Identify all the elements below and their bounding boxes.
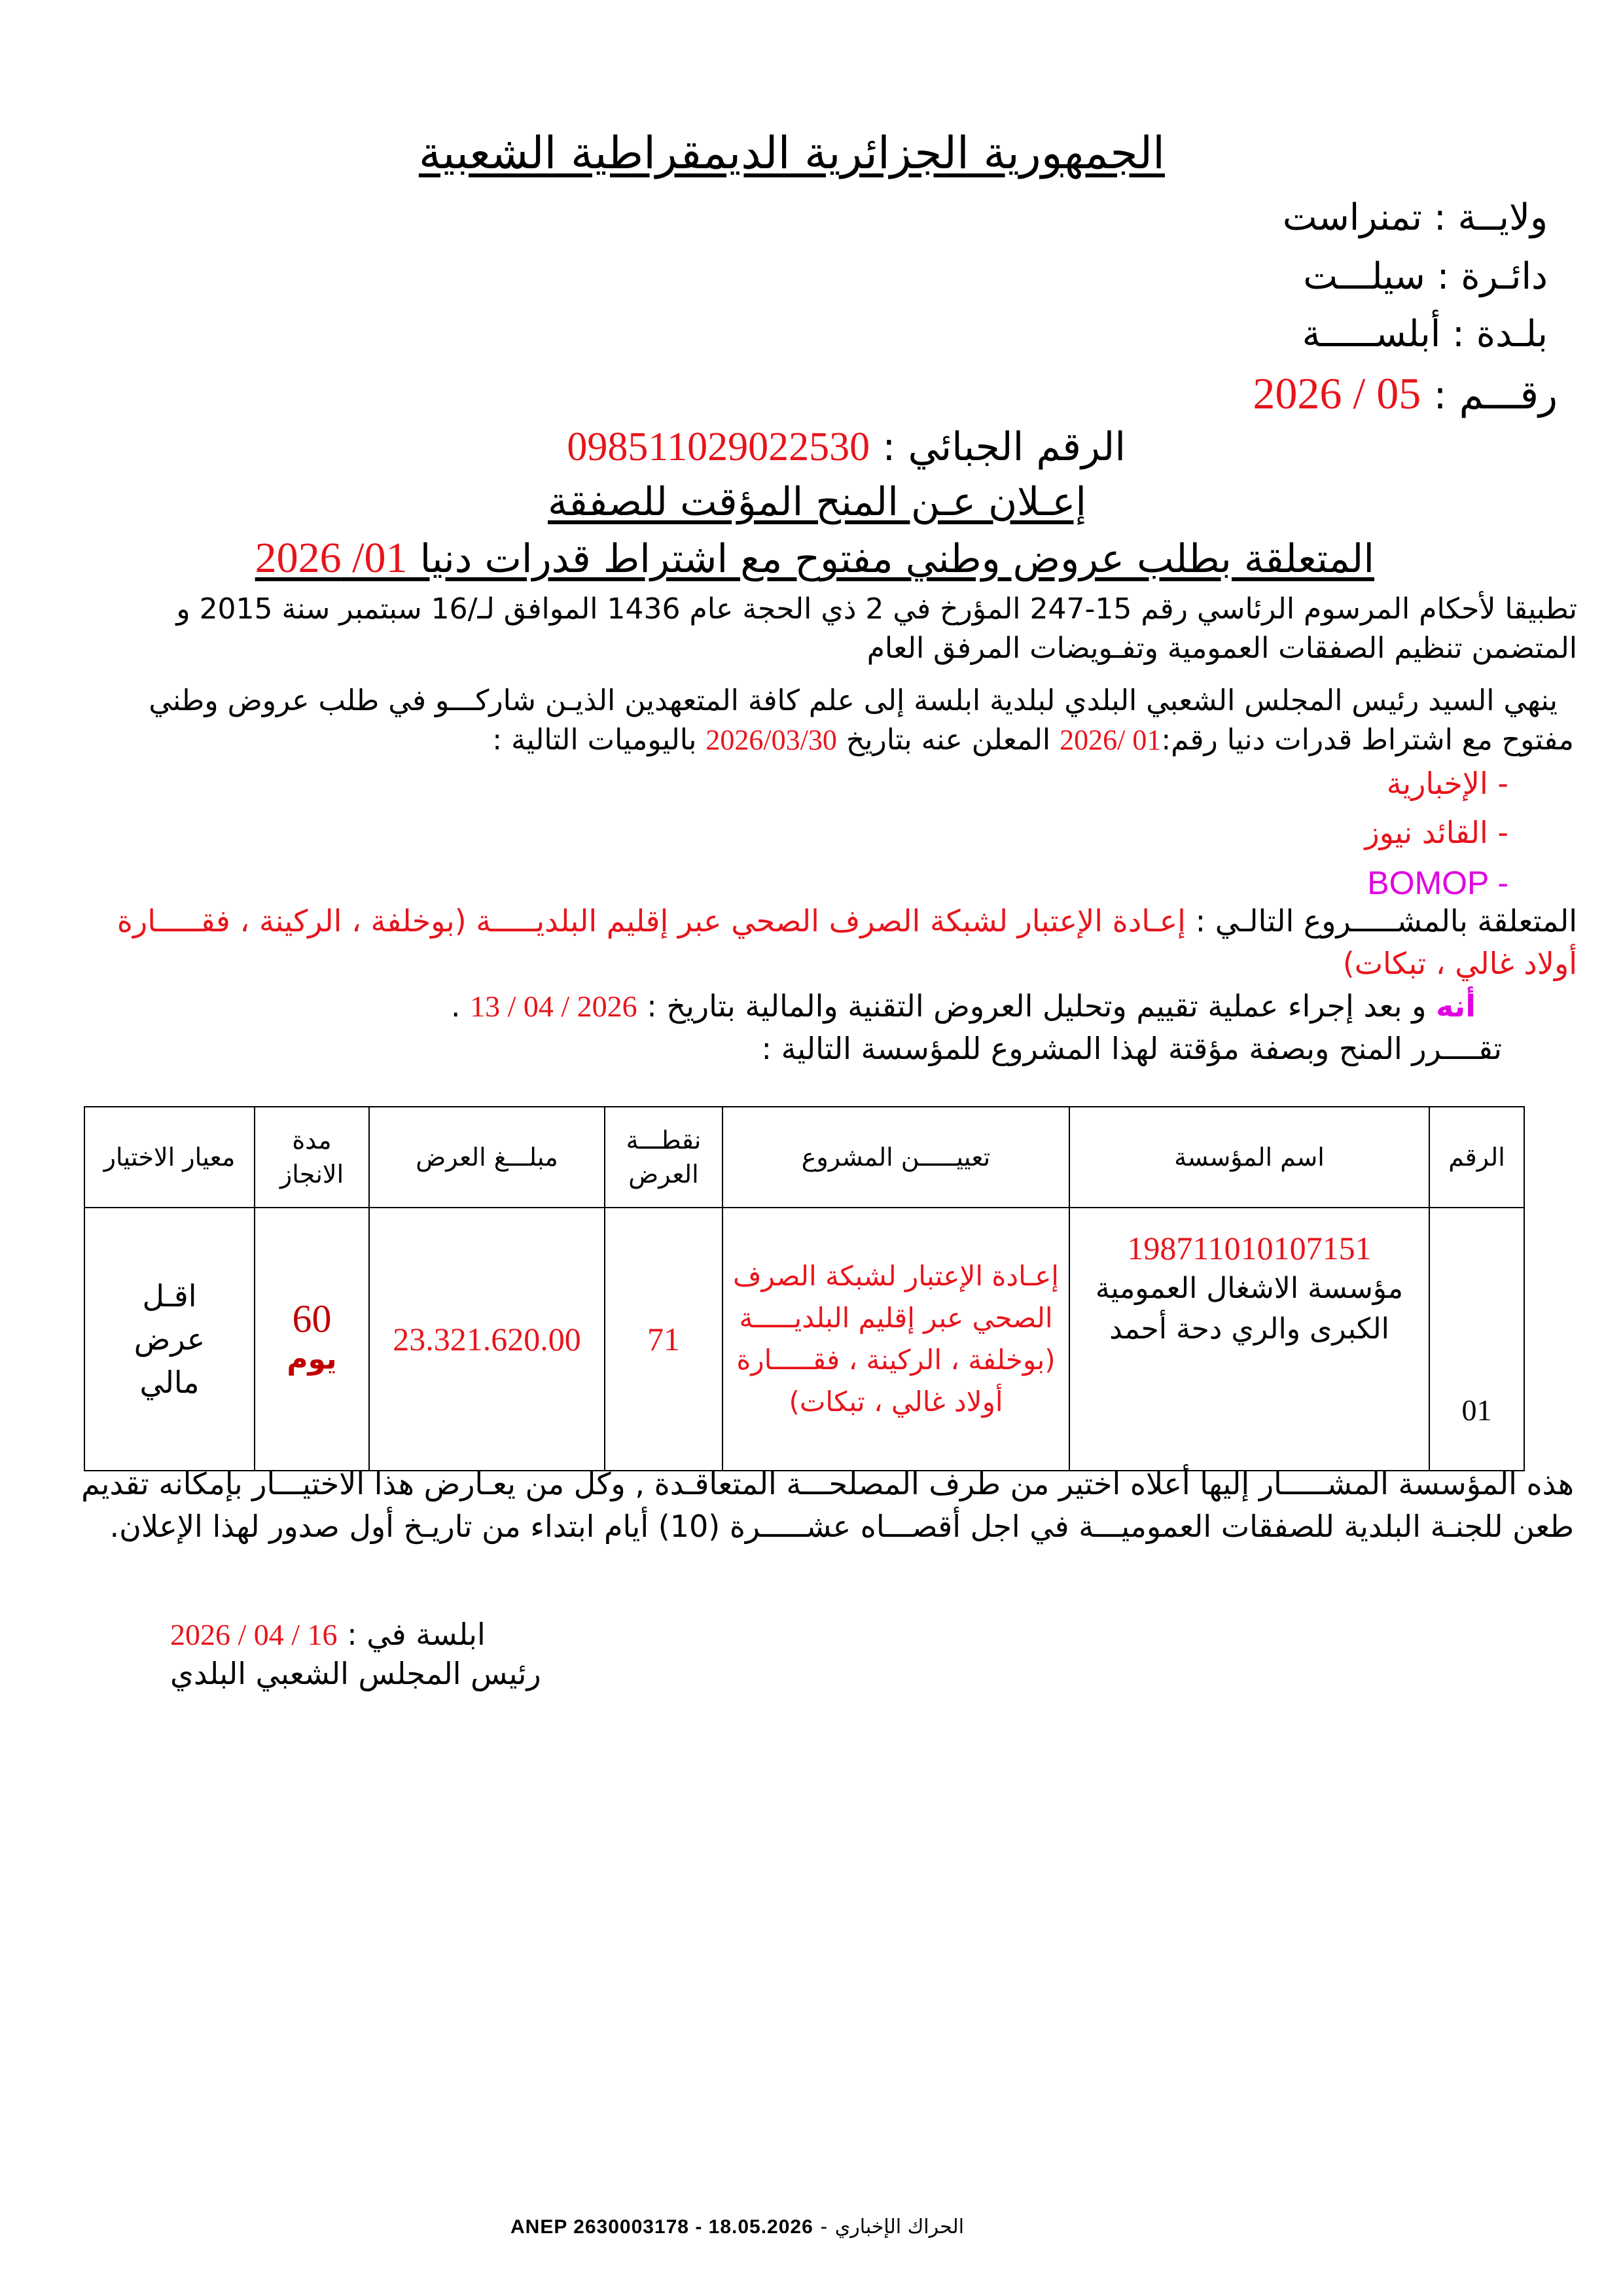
evaluation-line bbox=[451, 988, 1476, 1024]
notice-text-c: باليوميات التالية : bbox=[492, 723, 706, 757]
legal-basis-line-2: المتضمن تنظيم الصفقات العمومية وتفـويضات المرفق العام bbox=[866, 632, 1577, 665]
subtitle-number: 01 bbox=[364, 534, 408, 582]
baladia-line: بلـدة : أبلســـــة bbox=[1302, 313, 1548, 355]
project-label: المتعلقة بالمشـــــروع التالـي : bbox=[1195, 903, 1577, 939]
publication-item: - القائد نيوز bbox=[1364, 815, 1508, 850]
wilaya-line: ولايــة : تمنراست bbox=[1282, 196, 1548, 239]
decision-line: تقــــرر المنح وبصفة مؤقتة لهذا المشروع للمؤسسة التالية : bbox=[761, 1031, 1502, 1066]
cell-score: 71 bbox=[605, 1208, 722, 1471]
notice-line-2 bbox=[492, 723, 1574, 757]
cell-project: إعـادة الإعتبار لشبكة الصرف الصحي عبر إقليم البلديـــــة (بوخلفة ، الركينة ، فقـــــارة أولاد غالي ، تبكات) bbox=[722, 1208, 1069, 1471]
header-duration: مدة الانجاز bbox=[255, 1107, 369, 1208]
header-score: نقطـــة العرض bbox=[605, 1107, 722, 1208]
header-amount: مبلـــغ العرض bbox=[369, 1107, 605, 1208]
award-table bbox=[84, 1106, 1525, 1471]
table-row bbox=[84, 1208, 1524, 1471]
appeal-line-1: هذه المؤسسة المشـــــار إليها أعلاه اختير من طرف المصلحـــة المتعاقـدة , وكل من يعـارض هذا الاختيـــار بإمكانه تقديم bbox=[81, 1466, 1574, 1501]
cell-duration bbox=[255, 1208, 369, 1471]
announcement-subtitle: المتعلقة بطلب عروض وطني مفتوح مع اشتراط قدرات دنيا 01/ 2026 bbox=[255, 534, 1374, 582]
tender-number: 01 /2026 bbox=[1060, 724, 1162, 756]
project-line-2: أولاد غالي ، تبكات) bbox=[1342, 946, 1577, 981]
tax-id-line bbox=[567, 424, 1126, 471]
company-name: مؤسسة الاشغال العمومية الكبرى والري دحة أحمد bbox=[1095, 1272, 1404, 1346]
evaluation-prefix: أنه bbox=[1436, 988, 1476, 1024]
signature-title: رئيس المجلس الشعبي البلدي bbox=[170, 1656, 541, 1691]
duration-number: 60 bbox=[292, 1297, 332, 1340]
subtitle-year: 2026 bbox=[255, 534, 342, 582]
project-line-1 bbox=[117, 903, 1577, 939]
cell-criterion: اقـل عرض مالي bbox=[84, 1208, 255, 1471]
cell-company bbox=[1069, 1208, 1429, 1471]
appeal-line-2: طعن للجنـة البلدية للصفقات العموميـــة في اجل أقصـــاه عشـــــرة (10) أيام ابتداء من تاريـخ أول صدور لهذا الإعلان. bbox=[109, 1509, 1574, 1544]
signature-place bbox=[170, 1617, 486, 1652]
footer-ref: ANEP 2630003178 - 18.05.2026 bbox=[510, 2216, 813, 2238]
footer-newspaper: الحراك الإخباري bbox=[834, 2215, 965, 2238]
tender-date: 2026/03/30 bbox=[705, 724, 837, 756]
company-id: 198711010107151 bbox=[1127, 1230, 1372, 1266]
publication-item: BOMOP - bbox=[1367, 865, 1508, 901]
notice-text-b: المعلن عنه بتاريخ bbox=[846, 723, 1060, 757]
announcement-title: إعـلان عـن المنح المؤقت للصفقة bbox=[547, 479, 1086, 525]
table-header-row bbox=[84, 1107, 1524, 1208]
place-label: ابلسة في : bbox=[347, 1617, 486, 1652]
reference-number-label: رقـــم : bbox=[1433, 372, 1558, 418]
daira-line: دائـرة : سيلـــت bbox=[1303, 255, 1548, 298]
cell-number: 01 bbox=[1429, 1208, 1524, 1471]
header-project: تعييـــــن المشروع bbox=[722, 1107, 1069, 1208]
subtitle-text: المتعلقة بطلب عروض وطني مفتوح مع اشتراط قدرات دنيا bbox=[419, 536, 1374, 582]
duration-unit: يوم bbox=[287, 1342, 337, 1376]
evaluation-end: . bbox=[450, 988, 471, 1024]
header-number: الرقم bbox=[1429, 1107, 1524, 1208]
legal-basis-line-1: تطبيقا لأحكام المرسوم الرئاسي رقم 15-247 المؤرخ في 2 ذي الحجة عام 1436 الموافق لـ/16 سبتمبر سنة 2015 و bbox=[176, 592, 1577, 626]
cell-amount: 23.321.620.00 bbox=[369, 1208, 605, 1471]
evaluation-date: 13 / 04 / 2026 bbox=[470, 990, 637, 1023]
republic-title: الجمهورية الجزائرية الديمقراطية الشعبية bbox=[418, 128, 1165, 179]
signature-date: 2026 / 04 / 16 bbox=[170, 1618, 338, 1651]
publication-item: - الإخبارية bbox=[1386, 766, 1508, 801]
evaluation-text: و بعد إجراء عملية تقييم وتحليل العروض التقنية والمالية بتاريخ : bbox=[647, 988, 1436, 1024]
notice-line-1: ينهي السيد رئيس المجلس الشعبي البلدي لبلدية ابلسة إلى علم كافة المتعهدين الذيـن شاركـــو في طلب عروض وطني bbox=[149, 684, 1558, 717]
reference-number-line bbox=[1253, 368, 1558, 420]
header-criterion: معيار الاختيار bbox=[84, 1107, 255, 1208]
tax-id-value: 098511029022530 bbox=[567, 425, 870, 469]
footer: ANEP 2630003178 - 18.05.2026 - الحراك الإخباري bbox=[510, 2215, 965, 2238]
reference-number-value: 2026 / 05 bbox=[1253, 368, 1421, 418]
header-company: اسم المؤسسة bbox=[1069, 1107, 1429, 1208]
notice-text-a: مفتوح مع اشتراط قدرات دنيا رقم: bbox=[1161, 723, 1574, 757]
tax-id-label: الرقم الجبائي : bbox=[882, 424, 1126, 470]
project-name: إعـادة الإعتبار لشبكة الصرف الصحي عبر إقليم البلديـــــة (بوخلفة ، الركينة ، فقـــــارة bbox=[116, 903, 1186, 939]
